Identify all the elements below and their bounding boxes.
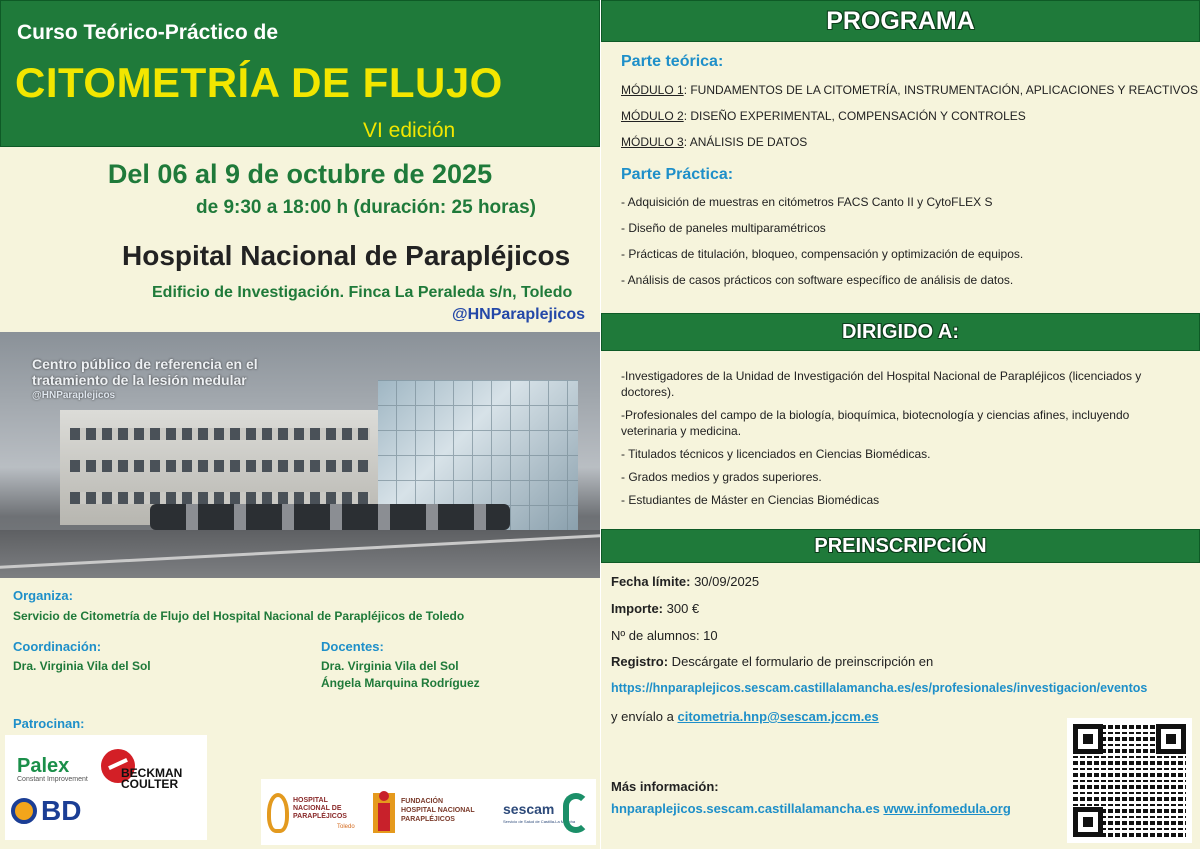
hnp-line2: NACIONAL DE [293, 805, 342, 812]
parte-teorica-label: Parte teórica: [621, 53, 724, 70]
hospital-photo [0, 332, 600, 578]
hnp-line1: HOSPITAL [293, 797, 328, 804]
beckman-line: BECKMAN [121, 766, 183, 780]
institution-logos [261, 779, 596, 845]
dirigido-item-5: - Estudiantes de Máster en Ciencias Biomédicas [621, 493, 880, 507]
sescam-logo: sescam [503, 801, 555, 817]
dirigido-item-3: - Titulados técnicos y licenciados en Ciencias Biomédicas. [621, 447, 931, 461]
modulo-1 [621, 82, 1198, 98]
practica-item-3: - Prácticas de titulación, bloqueo, compensación y optimización de equipos. [621, 247, 1024, 261]
organiza-label: Organiza: [13, 588, 73, 603]
modulo-2-name: MÓDULO 2 [621, 109, 684, 123]
fund-line1: FUNDACIÓN [401, 798, 443, 805]
email-text[interactable]: citometria.hnp@sescam.jccm.es [677, 709, 879, 724]
programa-title: PROGRAMA [826, 7, 975, 35]
bd-logo: BD [41, 795, 82, 826]
email-link[interactable] [678, 709, 879, 724]
modulo-1-text: : FUNDAMENTOS DE LA CITOMETRÍA, INSTRUMENTACIÓN, APLICACIONES Y REACTIVOS [683, 83, 1198, 97]
course-info [0, 147, 600, 332]
qr-finder-top-left [1073, 724, 1103, 754]
hospital-name: Hospital Nacional de Parapléjicos [122, 240, 571, 271]
modulo-2-text: : DISEÑO EXPERIMENTAL, COMPENSACIÓN Y CONTROLES [683, 109, 1026, 123]
qr-code-pattern [1073, 724, 1186, 837]
coordinacion-label: Coordinación: [13, 639, 102, 654]
num-alumnos: Nº de alumnos: 10 [611, 628, 718, 643]
parte-practica-label: Parte Práctica: [621, 166, 734, 183]
qr-code[interactable] [1067, 718, 1192, 843]
programa-header [601, 0, 1200, 42]
modulo-2 [621, 108, 1026, 124]
fecha-label: Fecha límite: [611, 574, 691, 589]
course-subtitle: Curso Teórico-Práctico de [17, 21, 279, 44]
docente-1: Dra. Virginia Vila del Sol [321, 659, 459, 673]
palex-tagline: Constant Improvement [17, 776, 88, 783]
modulo-3-name: MÓDULO 3 [621, 135, 684, 149]
dirigido-header [601, 313, 1200, 351]
modulo-3-text: : ANÁLISIS DE DATOS [683, 135, 808, 149]
bd-icon [11, 798, 37, 824]
registro [611, 654, 933, 669]
envialo-text: y envíalo a [611, 709, 678, 724]
hnp-line3: PARAPLÉJICOS [293, 813, 347, 820]
hospital-address: Edificio de Investigación. Finca La Peraleda s/n, Toledo [152, 284, 573, 301]
registro-value: Descárgate el formulario de preinscripción en [668, 654, 934, 669]
fecha-value: 30/09/2025 [690, 574, 760, 589]
fund-line3: PARAPLÉJICOS [401, 816, 455, 823]
patrocinan-label: Patrocinan: [13, 716, 85, 731]
infomedula-link[interactable]: www.infomedula.org [883, 801, 1011, 816]
coulter-line: COULTER [121, 777, 179, 791]
docentes-label: Docentes: [321, 639, 384, 654]
dirigido-item-1a: -Investigadores de la Unidad de Investigación del Hospital Nacional de Parapléjicos (licenciados y [621, 369, 1142, 383]
palex-logo: Palex [17, 755, 70, 777]
fecha-limite [611, 574, 759, 589]
envialo-line [611, 709, 879, 724]
dirigido-item-1b: doctores). [621, 385, 675, 399]
preinscripcion-title: PREINSCRIPCIÓN [814, 535, 987, 557]
qr-finder-bottom-left [1073, 807, 1103, 837]
fund-line2: HOSPITAL NACIONAL [401, 807, 475, 814]
dirigido-item-2b: veterinaria y medicina. [621, 424, 742, 438]
sescam-subtitle: Servicio de Salud de Castilla-La Mancha [503, 819, 576, 824]
photo-caption-line2: tratamiento de la lesión medular [32, 372, 247, 388]
programa-panel [601, 42, 1200, 313]
road [0, 530, 600, 578]
modulo-3 [621, 134, 807, 150]
course-hours: de 9:30 a 18:00 h (duración: 25 horas) [196, 197, 537, 218]
coordinacion-value: Dra. Virginia Vila del Sol [13, 659, 151, 673]
course-edition: VI edición [363, 119, 456, 142]
social-handle[interactable]: @HNParaplejicos [452, 306, 585, 323]
hnp-logo [293, 797, 347, 821]
sponsor-logos [5, 735, 207, 840]
preinscripcion-header [601, 529, 1200, 563]
fundacion-logo [401, 797, 475, 824]
practica-item-2: - Diseño de paneles multiparamétricos [621, 221, 826, 235]
docente-2: Ángela Marquina Rodríguez [321, 676, 480, 690]
qr-finder-top-right [1156, 724, 1186, 754]
photo-caption [32, 356, 258, 404]
dirigido-title: DIRIGIDO A: [841, 321, 960, 343]
parked-cars [150, 504, 510, 530]
importe [611, 601, 699, 616]
right-column [601, 0, 1200, 849]
beckman-coulter-logo [121, 768, 182, 790]
dirigido-item-2a: -Profesionales del campo de la biología, bioquímica, biotecnología y ciencias afines, incluyendo [621, 408, 1130, 422]
photo-caption-line1: Centro público de referencia en el [32, 356, 258, 372]
registro-url-link[interactable]: https://hnparaplejicos.sescam.castillalamancha.es/es/profesionales/investigacion/eventos [611, 681, 1148, 695]
course-dates: Del 06 al 9 de octubre de 2025 [107, 159, 493, 189]
dirigido-panel [601, 351, 1200, 529]
info-site-link[interactable]: hnparaplejicos.sescam.castillalamancha.es [611, 801, 880, 816]
mas-info-label: Más información: [611, 779, 719, 794]
hnp-city: Toledo [337, 824, 355, 830]
practica-item-1: - Adquisición de muestras en citómetros FACS Canto II y CytoFLEX S [621, 195, 993, 209]
hnp-icon [267, 793, 289, 833]
practica-item-4: - Análisis de casos prácticos con software específico de análisis de datos. [621, 273, 1014, 287]
sescam-icon [563, 793, 589, 833]
importe-label: Importe: [611, 601, 663, 616]
modulo-1-name: MÓDULO 1 [621, 83, 684, 97]
course-title: CITOMETRÍA DE FLUJO [15, 59, 503, 106]
dirigido-item-4: - Grados medios y grados superiores. [621, 470, 822, 484]
mas-info [611, 779, 719, 794]
registro-label: Registro: [611, 654, 669, 669]
course-header [0, 0, 600, 147]
fundacion-icon [373, 793, 395, 833]
organiza-value: Servicio de Citometría de Flujo del Hospital Nacional de Parapléjicos de Toledo [13, 609, 465, 623]
photo-caption-handle: @HNParaplejicos [32, 390, 116, 401]
info-links [611, 801, 1011, 816]
importe-value: 300 € [663, 601, 700, 616]
